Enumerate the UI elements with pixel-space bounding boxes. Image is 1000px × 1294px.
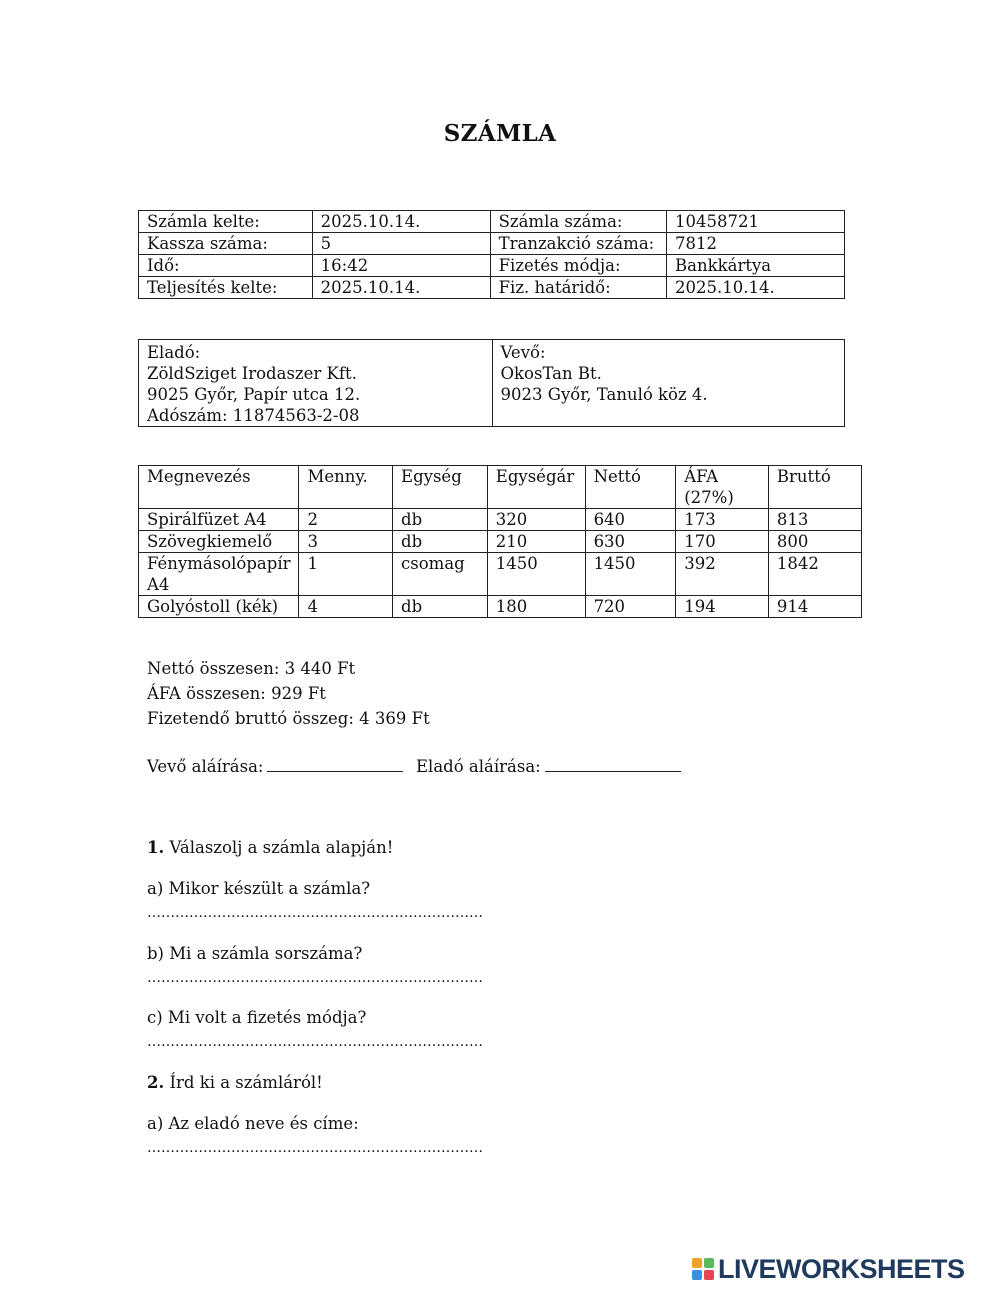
seller-name: ZöldSziget Irodaszer Kft. [147, 364, 357, 383]
buyer-address: 9023 Győr, Tanuló köz 4. [500, 385, 708, 404]
table-cell: Idő: [139, 255, 313, 277]
table-cell: Tranzakció száma: [490, 233, 666, 255]
question-1c: c) Mi volt a fizetés módja? [147, 1008, 367, 1027]
table-cell: 1842 [768, 553, 861, 596]
table-cell: 2025.10.14. [312, 211, 490, 233]
table-cell: 194 [676, 596, 769, 618]
question-number: 2. [147, 1073, 165, 1092]
column-header: Egység [393, 466, 488, 509]
answer-line-1b[interactable]: ……………………………………………………………… [147, 970, 483, 986]
column-header: Nettó [585, 466, 676, 509]
answer-line-1a[interactable]: ……………………………………………………………… [147, 905, 483, 921]
table-cell: 210 [487, 531, 585, 553]
gross-total: Fizetendő bruttó összeg: 4 369 Ft [147, 709, 430, 728]
table-cell: 4 [299, 596, 393, 618]
table-cell: Számla kelte: [139, 211, 313, 233]
table-cell: 2025.10.14. [312, 277, 490, 299]
logo-square [704, 1258, 714, 1268]
table-cell: 640 [585, 509, 676, 531]
question-text: Válaszolj a számla alapján! [169, 838, 394, 857]
invoice-meta-table [138, 210, 845, 299]
seller-label: Eladó: [147, 343, 201, 362]
table-row [139, 255, 845, 277]
table-cell: 914 [768, 596, 861, 618]
logo-text: LIVEWORKSHEETS [718, 1253, 965, 1284]
table-cell: 10458721 [667, 211, 845, 233]
buyer-signature [147, 757, 403, 776]
table-cell: db [393, 596, 488, 618]
table-cell: 813 [768, 509, 861, 531]
table-cell: csomag [393, 553, 488, 596]
items-table [138, 465, 862, 618]
buyer-signature-line[interactable] [267, 757, 403, 772]
table-cell: db [393, 509, 488, 531]
table-row [139, 277, 845, 299]
table-cell: Fizetés módja: [490, 255, 666, 277]
table-row [139, 596, 862, 618]
column-header: Megnevezés [139, 466, 299, 509]
table-cell: 2 [299, 509, 393, 531]
buyer-signature-label: Vevő aláírása: [147, 757, 264, 776]
buyer-name: OkosTan Bt. [500, 364, 602, 383]
table-cell: Kassza száma: [139, 233, 313, 255]
table-header-row [139, 466, 862, 509]
question-1-heading [147, 836, 393, 860]
seller-tax-number: Adószám: 11874563-2-08 [147, 406, 360, 425]
table-row [139, 211, 845, 233]
table-cell: Bankkártya [667, 255, 845, 277]
logo-mark-icon [692, 1258, 714, 1280]
table-cell: 3 [299, 531, 393, 553]
column-header: Bruttó [768, 466, 861, 509]
table-cell: 2025.10.14. [667, 277, 845, 299]
table-cell: 392 [676, 553, 769, 596]
question-2-heading [147, 1071, 323, 1095]
table-cell: 800 [768, 531, 861, 553]
table-cell: 1450 [585, 553, 676, 596]
table-cell: 173 [676, 509, 769, 531]
column-header: ÁFA (27%) [676, 466, 769, 509]
table-cell: Szövegkiemelő [139, 531, 299, 553]
table-row [139, 531, 862, 553]
logo-square [692, 1270, 702, 1280]
table-cell: Teljesítés kelte: [139, 277, 313, 299]
question-2a: a) Az eladó neve és címe: [147, 1114, 359, 1133]
seller-cell [139, 340, 493, 427]
table-cell: 170 [676, 531, 769, 553]
question-1a: a) Mikor készült a számla? [147, 879, 371, 898]
question-text: Írd ki a számláról! [169, 1073, 323, 1092]
table-cell: 720 [585, 596, 676, 618]
seller-signature-label: Eladó aláírása: [416, 757, 541, 776]
table-row [139, 553, 862, 596]
table-cell: Fiz. határidő: [490, 277, 666, 299]
table-cell: 7812 [667, 233, 845, 255]
table-cell: 16:42 [312, 255, 490, 277]
vat-total: ÁFA összesen: 929 Ft [147, 684, 326, 703]
answer-line-1c[interactable]: ……………………………………………………………… [147, 1034, 483, 1050]
table-row [139, 233, 845, 255]
table-cell: Spirálfüzet A4 [139, 509, 299, 531]
table-cell: 5 [312, 233, 490, 255]
table-cell: db [393, 531, 488, 553]
seller-address: 9025 Győr, Papír utca 12. [147, 385, 361, 404]
logo-square [692, 1258, 702, 1268]
table-row [139, 509, 862, 531]
seller-signature [416, 757, 681, 776]
column-header: Egységár [487, 466, 585, 509]
liveworksheets-logo [692, 1254, 965, 1284]
answer-line-2a[interactable]: ……………………………………………………………… [147, 1140, 483, 1156]
table-row [139, 340, 845, 427]
table-cell: Számla száma: [490, 211, 666, 233]
seller-signature-line[interactable] [545, 757, 681, 772]
column-header: Menny. [299, 466, 393, 509]
table-cell: 1450 [487, 553, 585, 596]
table-cell: 180 [487, 596, 585, 618]
buyer-cell [492, 340, 844, 427]
parties-table [138, 339, 845, 427]
question-number: 1. [147, 838, 165, 857]
question-1b: b) Mi a számla sorszáma? [147, 944, 363, 963]
table-cell: Fénymásolópapír A4 [139, 553, 299, 596]
net-total: Nettó összesen: 3 440 Ft [147, 659, 356, 678]
table-cell: Golyóstoll (kék) [139, 596, 299, 618]
table-cell: 1 [299, 553, 393, 596]
buyer-label: Vevő: [500, 343, 546, 362]
document-title: SZÁMLA [443, 120, 557, 147]
table-cell: 630 [585, 531, 676, 553]
table-cell: 320 [487, 509, 585, 531]
logo-square [704, 1270, 714, 1280]
